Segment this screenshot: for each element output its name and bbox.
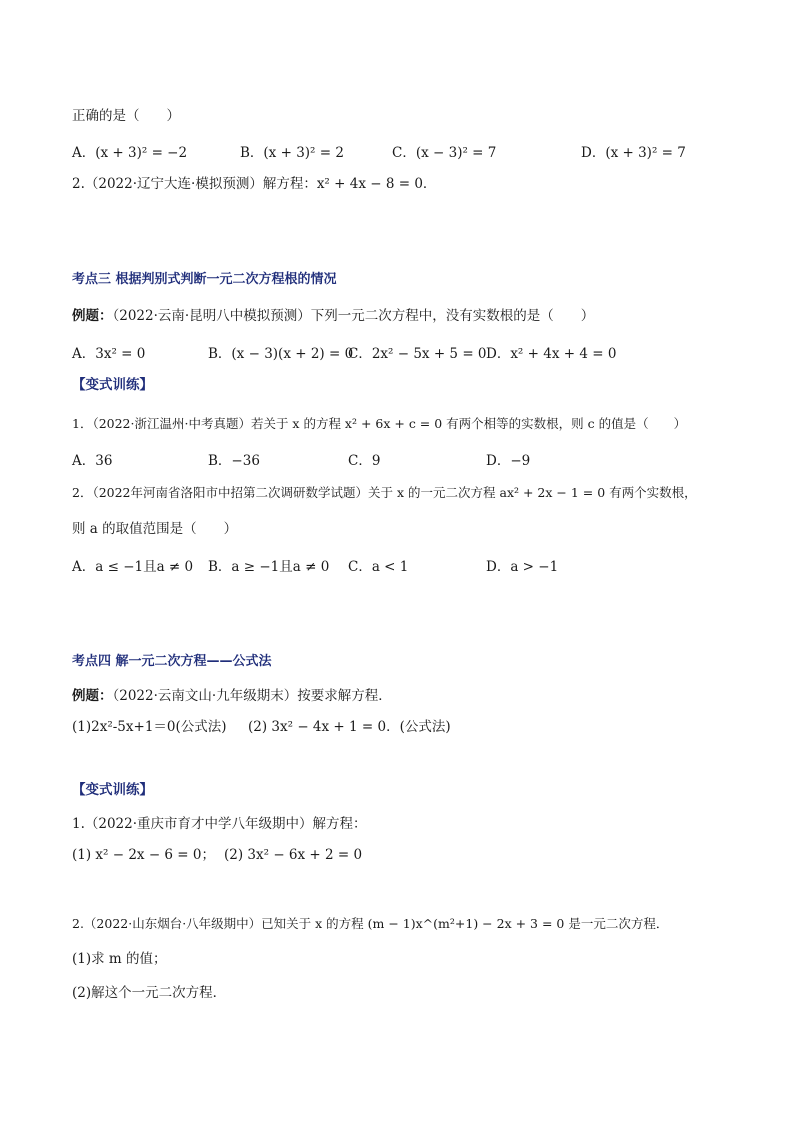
option-b: B．a ≥ −1且a ≠ 0: [208, 559, 330, 575]
section-title: 考点三 根据判别式判断一元二次方程根的情况: [72, 272, 337, 287]
example-text: （2022·云南·昆明八中模拟预测）下列一元二次方程中，没有实数根的是（ ）: [112, 308, 595, 324]
option-c: C．2x² − 5x + 5 = 0: [348, 346, 487, 362]
question-part-2: (2) 3x² − 6x + 2 = 0: [224, 847, 363, 863]
option-d: D．x² + 4x + 4 = 0: [486, 346, 617, 362]
example-part-1: (1)2x²-5x+1＝0(公式法): [72, 719, 227, 735]
section-title: 考点四 解一元二次方程——公式法: [72, 654, 272, 669]
option-a: A．(x + 3)² = −2: [72, 145, 188, 161]
training-label: 【变式训练】: [72, 782, 153, 798]
question-tail: 正确的是（ ）: [72, 108, 180, 124]
example-text: （2022·云南文山·九年级期末）按要求解方程．: [112, 688, 392, 704]
option-b: B．−36: [208, 453, 260, 469]
option-a: A．a ≤ −1且a ≠ 0: [72, 559, 194, 575]
question-item: 2.（2022·山东烟台·八年级期中）已知关于 x 的方程 (m − 1)x^(m²+1) − 2x + 3 = 0 是一元二次方程．: [72, 916, 669, 931]
option-d: D．a > −1: [486, 559, 559, 575]
sub-question-2: (2)解这个一元二次方程．: [72, 985, 227, 1001]
question-item: 1.（2022·重庆市育才中学八年级期中）解方程：: [72, 816, 367, 832]
option-a: A．36: [72, 453, 113, 469]
question-continuation: 则 a 的取值范围是（ ）: [72, 521, 238, 537]
option-a: A．3x² = 0: [72, 346, 146, 362]
option-d: D．−9: [486, 453, 531, 469]
question-item: 1．（2022·浙江温州·中考真题）若关于 x 的方程 x² + 6x + c = 0 有两个相等的实数根，则 c 的值是（ ）: [72, 416, 687, 431]
option-d: D．(x + 3)² = 7: [581, 145, 686, 161]
option-b: B．(x + 3)² = 2: [240, 145, 344, 161]
question-item: 2.（2022·辽宁大连·模拟预测）解方程：x² + 4x − 8 = 0．: [72, 176, 437, 192]
example-label: 例题：: [72, 308, 113, 324]
training-label: 【变式训练】: [72, 377, 153, 393]
option-b: B．(x − 3)(x + 2) = 0: [208, 346, 354, 362]
example-line: [72, 686, 392, 706]
option-c: C．(x − 3)² = 7: [392, 145, 497, 161]
example-line: [72, 306, 594, 326]
sub-question-1: (1)求 m 的值；: [72, 951, 167, 967]
question-part-1: (1) x² − 2x − 6 = 0；: [72, 847, 216, 863]
option-c: C．a < 1: [348, 559, 409, 575]
example-part-2: (2) 3x² − 4x + 1 = 0．(公式法): [248, 719, 451, 735]
option-c: C．9: [348, 453, 381, 469]
example-label: 例题：: [72, 688, 113, 704]
question-item: 2．（2022年河南省洛阳市中招第二次调研数学试题）关于 x 的一元二次方程 ax² + 2x − 1 = 0 有两个实数根，: [72, 485, 697, 500]
